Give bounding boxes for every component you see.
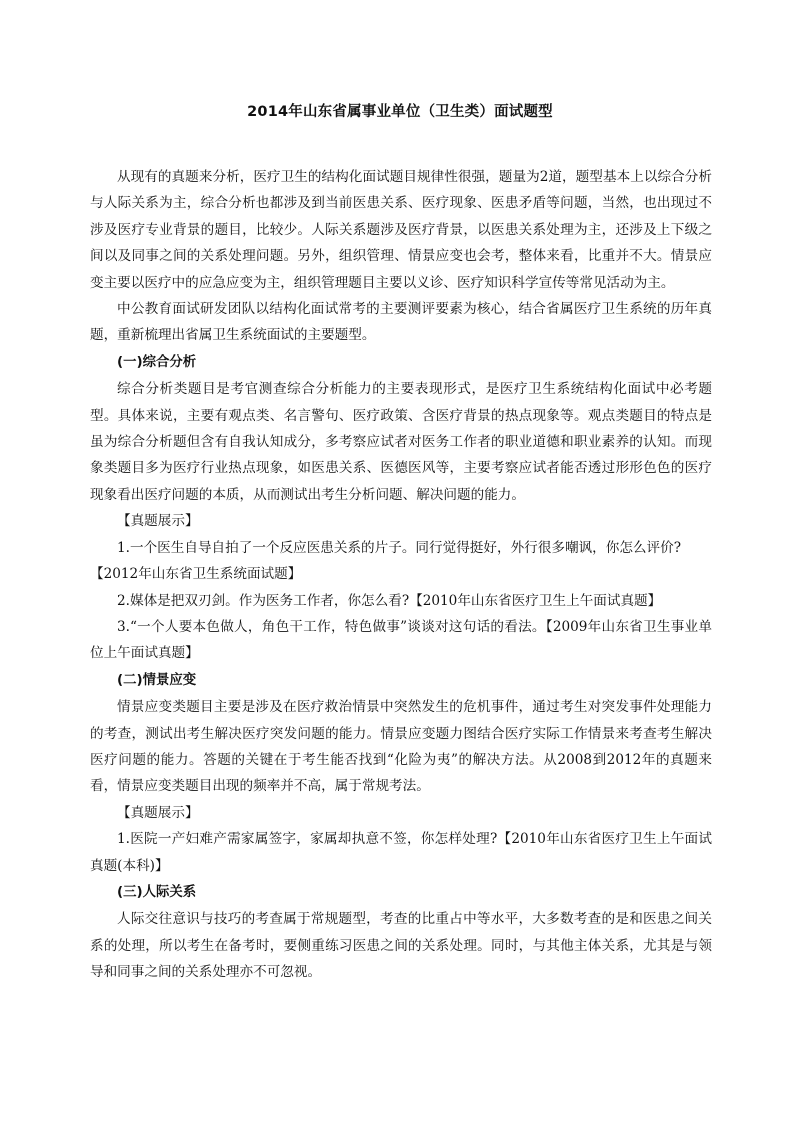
showcase-label: 【真题展示】 — [117, 804, 199, 821]
section-paragraph: 情景应变类题目主要是涉及在医疗救治情景中突然发生的危机事件，通过考生对突发事件处理能力的考查，测试出考生解决医疗突发问题的能力。情景应变题力图结合医疗实际工作情景来考查考生解决医疗问题的能力。答题的关键在于考生能否找到“化险为夷”的解决方法。从2008到2012年的真题来看，情景应变类题目出现的频率并不高，属于常规考法。 — [90, 699, 712, 795]
section-paragraph: 人际交往意识与技巧的考查属于常规题型，考查的比重占中等水平，大多数考查的是和医患之间关系的处理，所以考生在备考时，要侧重练习医患之间的关系处理。同时，与其他主体关系，尤其是与领导和同事之间的关系处理亦不可忽视。 — [90, 911, 712, 981]
section-heading-interpersonal-relations — [90, 879, 712, 906]
section-heading-situational-response — [90, 667, 712, 694]
question-item: 2.媒体是把双刃剑。作为医务工作者，你怎么看?【2010年山东省医疗卫生上午面试真题】 — [117, 592, 662, 609]
intro-paragraph-2: 中公教育面试研发团队以结构化面试常考的主要测评要素为核心，结合省属医疗卫生系统的历年真题，重新梳理出省属卫生系统面试的主要题型。 — [90, 301, 712, 344]
section-heading-text: (一)综合分析 — [117, 354, 197, 370]
document-title: 2014年山东省属事业单位（卫生类）面试题型 — [247, 104, 553, 120]
section-heading-text: (二)情景应变 — [117, 672, 197, 688]
question-item: 1.医院一产妇难产需家属签字，家属却执意不签，你怎样处理?【2010年山东省医疗卫生上午面试真题(本科)】 — [90, 831, 712, 874]
document-body — [90, 164, 712, 986]
showcase-label: 【真题展示】 — [117, 513, 199, 530]
intro-paragraph-1: 从现有的真题来分析，医疗卫生的结构化面试题目规律性很强，题量为2道，题型基本上以综合分析与人际关系为主，综合分析也都涉及到当前医患关系、医疗现象、医患矛盾等问题，当然，也出现过不涉及医疗专业背景的题目，比较少。人际关系题涉及医疗背景，以医患关系处理为主，还涉及上下级之间以及同事之间的关系处理问题。另外，组织管理、情景应变也会考，整体来看，比重并不大。情景应变主要以医疗中的应急应变为主，组织管理题目主要以义诊、医疗知识科学宣传等常见活动为主。 — [90, 169, 712, 291]
question-item: 3.“一个人要本色做人，角色干工作，特色做事”谈谈对这句话的看法。【2009年山东省卫生事业单位上午面试真题】 — [90, 618, 712, 662]
section-heading-text: (三)人际关系 — [117, 884, 197, 900]
section-paragraph: 综合分析类题目是考官测查综合分析能力的主要表现形式，是医疗卫生系统结构化面试中必考题型。具体来说，主要有观点类、名言警句、医疗政策、含医疗背景的热点现象等。观点类题目的特点是虽为综合分析题但含有自我认知成分，多考察应试者对医务工作者的职业道德和职业素养的认知。而现象类题目多为医疗行业热点现象，如医患关系、医德医风等，主要考察应试者能否透过形形色色的医疗现象看出医疗问题的本质，从而测试出考生分析问题、解决问题的能力。 — [90, 381, 712, 503]
section-heading-comprehensive-analysis — [90, 349, 712, 376]
question-item: 1.一个医生自导自拍了一个反应医患关系的片子。同行觉得挺好，外行很多嘲讽，你怎么评价? — [117, 539, 682, 556]
question-source: 【2012年山东省卫生系统面试题】 — [90, 566, 302, 583]
